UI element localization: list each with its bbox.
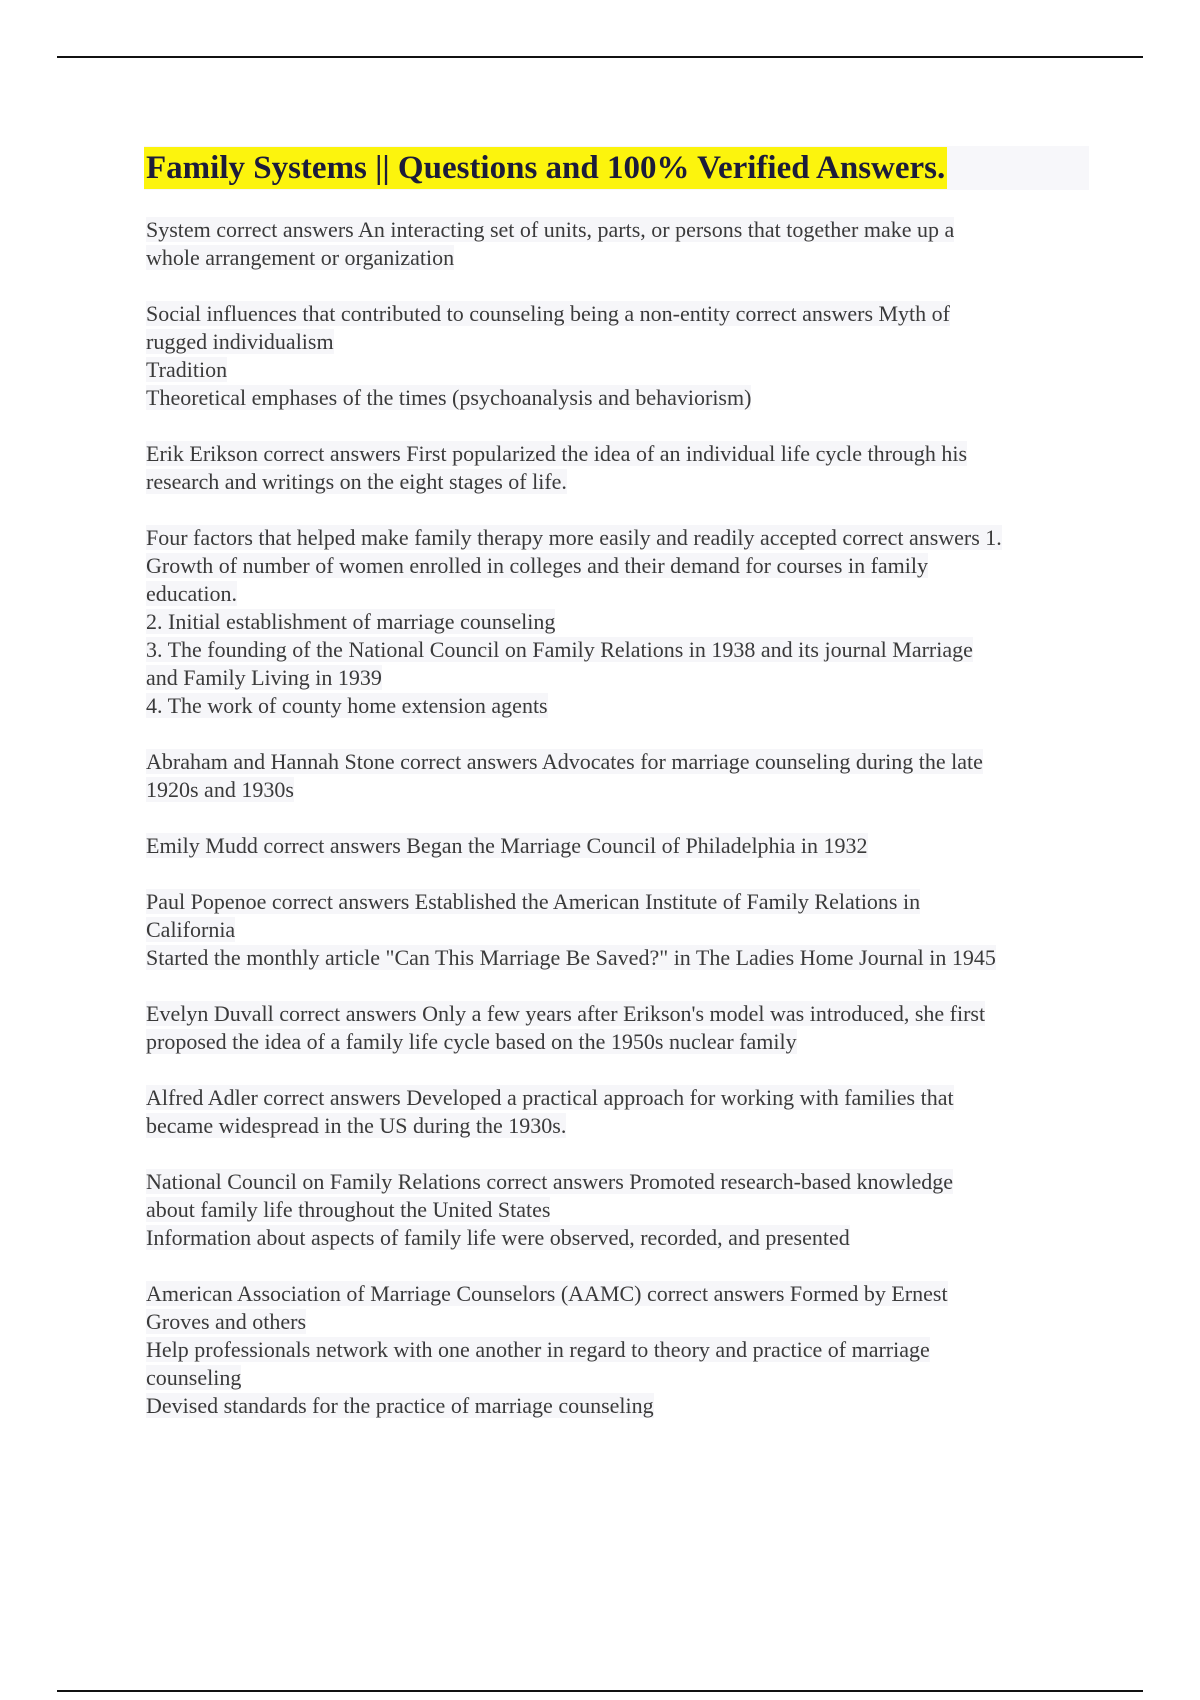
qa-entry	[146, 1280, 1091, 1420]
entry-line: Paul Popenoe correct answers Established the American Institute of Family Relations in	[146, 889, 921, 914]
entry-line: System correct answers An interacting set of units, parts, or persons that together make up a	[146, 217, 955, 242]
entry-line: counseling	[146, 1365, 242, 1390]
entry-line: became widespread in the US during the 1930s.	[146, 1113, 567, 1138]
qa-entry	[146, 524, 1091, 720]
entry-line: Erik Erikson correct answers First popularized the idea of an individual life cycle through his	[146, 441, 968, 466]
qa-entry	[146, 1084, 1091, 1140]
entry-line: 2. Initial establishment of marriage counseling	[146, 609, 556, 634]
entry-line: about family life throughout the United States	[146, 1197, 551, 1222]
bottom-rule	[57, 1690, 1143, 1692]
entry-line: Abraham and Hannah Stone correct answers Advocates for marriage counseling during the late	[146, 749, 983, 774]
qa-list	[146, 216, 1091, 1420]
entry-line: Evelyn Duvall correct answers Only a few years after Erikson's model was introduced, she first	[146, 1001, 986, 1026]
entry-line: education.	[146, 581, 238, 606]
entry-line: California	[146, 917, 236, 942]
entry-line: whole arrangement or organization	[146, 245, 455, 270]
entry-line: Devised standards for the practice of marriage counseling	[146, 1393, 654, 1418]
qa-entry	[146, 888, 1091, 972]
entry-line: rugged individualism	[146, 329, 334, 354]
entry-line: Groves and others	[146, 1309, 307, 1334]
title-bar	[144, 146, 1089, 190]
qa-entry	[146, 216, 1091, 272]
entry-line: National Council on Family Relations correct answers Promoted research-based knowledge	[146, 1169, 954, 1194]
entry-line: 3. The founding of the National Council on Family Relations in 1938 and its journal Marriage	[146, 637, 973, 662]
entry-line: research and writings on the eight stages of life.	[146, 469, 567, 494]
entry-line: proposed the idea of a family life cycle based on the 1950s nuclear family	[146, 1029, 797, 1054]
entry-line: Alfred Adler correct answers Developed a practical approach for working with families that	[146, 1085, 954, 1110]
entry-line: 4. The work of county home extension agents	[146, 693, 548, 718]
qa-entry	[146, 1168, 1091, 1252]
qa-entry	[146, 300, 1091, 412]
entry-line: Started the monthly article "Can This Marriage Be Saved?" in The Ladies Home Journal in 1945	[146, 945, 996, 970]
entry-line: 1920s and 1930s	[146, 777, 294, 802]
document-body	[146, 146, 1091, 1448]
qa-entry	[146, 440, 1091, 496]
entry-line: Tradition	[146, 357, 228, 382]
qa-entry	[146, 1000, 1091, 1056]
qa-entry	[146, 748, 1091, 804]
entry-line: Emily Mudd correct answers Began the Marriage Council of Philadelphia in 1932	[146, 833, 868, 858]
entry-line: Four factors that helped make family therapy more easily and readily accepted correct answers 1.	[146, 525, 1002, 550]
entry-line: and Family Living in 1939	[146, 665, 382, 690]
entry-line: Social influences that contributed to counseling being a non-entity correct answers Myth of	[146, 301, 950, 326]
entry-line: Information about aspects of family life were observed, recorded, and presented	[146, 1225, 850, 1250]
qa-entry	[146, 832, 1091, 860]
document-title: Family Systems || Questions and 100% Verified Answers.	[144, 147, 947, 189]
entry-line: Theoretical emphases of the times (psychoanalysis and behaviorism)	[146, 385, 752, 410]
top-rule	[57, 56, 1143, 58]
entry-line: Growth of number of women enrolled in colleges and their demand for courses in family	[146, 553, 928, 578]
entry-line: Help professionals network with one another in regard to theory and practice of marriage	[146, 1337, 930, 1362]
entry-line: American Association of Marriage Counselors (AAMC) correct answers Formed by Ernest	[146, 1281, 948, 1306]
